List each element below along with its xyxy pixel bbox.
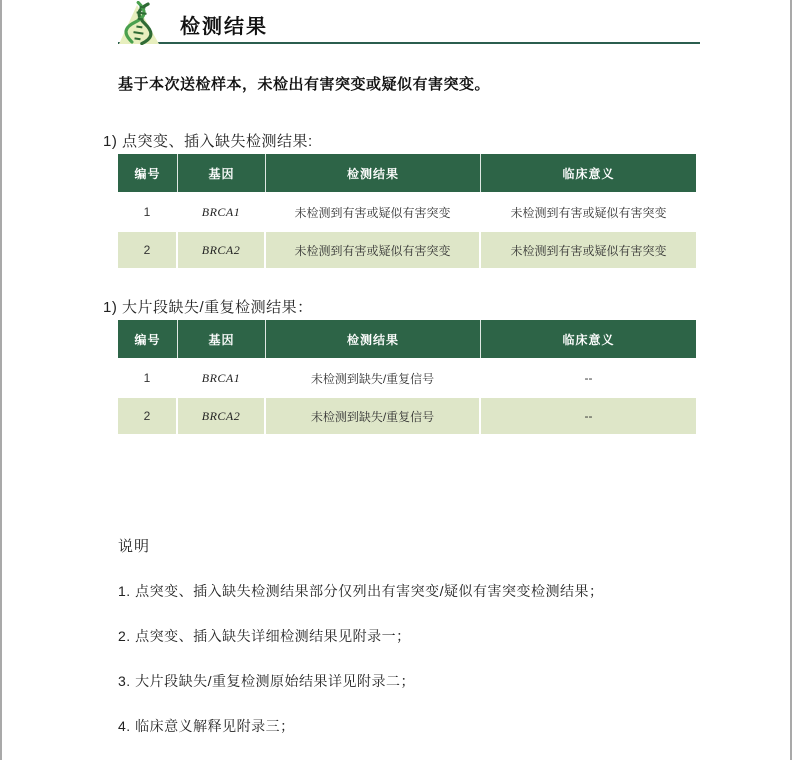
cell-result: 未检测到有害或疑似有害突变: [266, 232, 481, 268]
table-row: [118, 396, 696, 434]
table-header-cell: 基因: [178, 320, 266, 358]
page-title: 检测结果: [180, 16, 268, 38]
cell-significance: 未检测到有害或疑似有害突变: [510, 205, 667, 220]
cell-gene: BRCA2: [178, 398, 266, 434]
results-table-large-rearrangement: [118, 320, 696, 434]
cell-number: 1: [118, 194, 178, 230]
table-row: [118, 358, 696, 396]
cell-gene: BRCA2: [178, 232, 266, 268]
right-page-edge: [790, 0, 792, 760]
cell-gene: BRCA1: [178, 194, 266, 230]
table-header-cell: 临床意义: [562, 166, 615, 181]
report-header: [118, 0, 700, 44]
cell-significance: --: [584, 371, 593, 385]
note-item: 1. 点突变、插入缺失检测结果部分仅列出有害突变/疑似有害突变检测结果；: [118, 583, 604, 599]
cell-result: 未检测到缺失/重复信号: [266, 360, 481, 396]
cell-result: 未检测到缺失/重复信号: [266, 398, 481, 434]
note-item: 3. 大片段缺失/重复检测原始结果详见附录二；: [118, 673, 415, 689]
cell-gene: BRCA1: [178, 360, 266, 396]
table-header-cell: 检测结果: [266, 154, 481, 192]
notes-section: [118, 535, 718, 760]
dna-helix-icon: [118, 1, 162, 45]
table-header-cell: 检测结果: [266, 320, 481, 358]
table-header-cell: 编号: [118, 154, 178, 192]
cell-number: 2: [118, 398, 178, 434]
table-row: [118, 230, 696, 268]
notes-list: [118, 581, 718, 736]
cell-result: 未检测到有害或疑似有害突变: [266, 194, 481, 230]
table-header-row: [118, 320, 696, 358]
cell-number: 2: [118, 232, 178, 268]
note-item: 2. 点突变、插入缺失详细检测结果见附录一；: [118, 628, 411, 644]
table-header-row: [118, 154, 696, 192]
cell-number: 1: [118, 360, 178, 396]
left-page-edge: [0, 0, 2, 760]
table-header-cell: 基因: [178, 154, 266, 192]
intro-statement: 基于本次送检样本，未检出有害突变或疑似有害突变。: [118, 76, 491, 93]
section-1-heading: 1) 点突变、插入缺失检测结果:: [103, 133, 313, 150]
note-item: 4. 临床意义解释见附录三；: [118, 718, 295, 734]
notes-heading: 说明: [118, 538, 151, 555]
section-2-heading: 1) 大片段缺失/重复检测结果：: [103, 299, 313, 316]
table-row: [118, 192, 696, 230]
cell-significance: --: [584, 409, 593, 423]
table-header-cell: 临床意义: [562, 332, 615, 347]
results-table-point-mutation: [118, 154, 696, 268]
cell-significance: 未检测到有害或疑似有害突变: [510, 243, 667, 258]
table-header-cell: 编号: [118, 320, 178, 358]
